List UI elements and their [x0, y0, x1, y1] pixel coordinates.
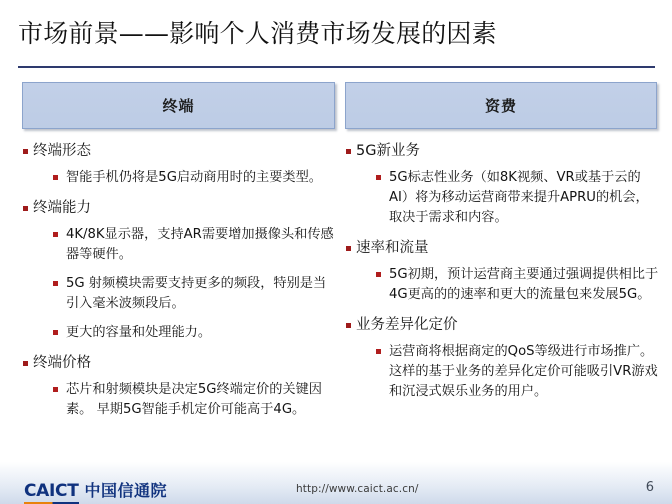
page-title: 市场前景——影响个人消费市场发展的因素 — [18, 19, 497, 48]
bullet-item-label: 运营商将根据商定的QoS等级进行市场推广。这样的基于业务的差异化定价可能吸引VR游戏和沉浸式娱乐业务的用户。 — [389, 344, 658, 399]
square-bullet-icon — [346, 246, 351, 251]
bullet-heading — [22, 197, 338, 219]
square-bullet-icon — [376, 175, 381, 180]
bullet-heading-label: 终端能力 — [33, 200, 91, 216]
square-bullet-icon — [53, 387, 58, 392]
bullet-item — [22, 168, 338, 188]
bullet-heading-label: 终端形态 — [33, 143, 91, 159]
column-body-tariff — [345, 140, 660, 411]
bullet-group — [345, 314, 660, 402]
bullet-group — [345, 237, 660, 305]
bullet-heading-label: 业务差异化定价 — [356, 317, 458, 333]
bullet-item — [22, 225, 338, 265]
column-body-terminal — [22, 140, 338, 429]
bullet-item — [345, 265, 660, 305]
bullet-heading — [345, 237, 660, 259]
bullet-heading-label: 终端价格 — [33, 355, 91, 371]
square-bullet-icon — [53, 281, 58, 286]
title-divider — [18, 66, 655, 68]
bullet-heading — [345, 314, 660, 336]
bullet-item — [345, 168, 660, 228]
bullet-heading — [22, 140, 338, 162]
column-header-tariff — [345, 82, 657, 129]
bullet-item-label: 更大的容量和处理能力。 — [66, 325, 212, 340]
square-bullet-icon — [376, 272, 381, 277]
column-header-terminal — [22, 82, 335, 129]
square-bullet-icon — [53, 330, 58, 335]
square-bullet-icon — [23, 149, 28, 154]
bullet-item-label: 5G初期，预计运营商主要通过强调提供相比于4G更高的的速率和更大的流量包来发展5G。 — [389, 267, 659, 302]
bullet-heading-label: 速率和流量 — [356, 240, 429, 256]
bullet-item — [22, 274, 338, 314]
bullet-item-label: 5G 射频模块需要支持更多的频段，特别是当引入毫米波频段后。 — [66, 276, 327, 311]
bullet-item — [22, 323, 338, 343]
bullet-item-label: 智能手机仍将是5G启动商用时的主要类型。 — [66, 170, 322, 185]
square-bullet-icon — [23, 206, 28, 211]
square-bullet-icon — [23, 361, 28, 366]
bullet-heading — [22, 352, 338, 374]
square-bullet-icon — [346, 149, 351, 154]
bullet-group — [22, 197, 338, 343]
square-bullet-icon — [53, 175, 58, 180]
page-number: 6 — [645, 480, 654, 495]
bullet-item-label: 5G标志性业务（如8K视频、VR或基于云的AI）将为移动运营商带来提升APRU的机会，取决于需求和内容。 — [389, 170, 649, 225]
bullet-heading-label: 5G新业务 — [356, 143, 420, 159]
square-bullet-icon — [53, 232, 58, 237]
footer-url[interactable]: http://www.caict.ac.cn/ — [296, 483, 419, 495]
square-bullet-icon — [346, 323, 351, 328]
caict-logo-mark: CAICT — [24, 481, 79, 501]
bullet-heading — [345, 140, 660, 162]
bullet-item — [22, 380, 338, 420]
column-header-terminal-label: 终端 — [162, 97, 195, 115]
bullet-group — [22, 140, 338, 188]
bullet-group — [22, 352, 338, 420]
bullet-item-label: 芯片和射频模块是决定5G终端定价的关键因素。 早期5G智能手机定价可能高于4G。 — [66, 382, 322, 417]
caict-logo-name: 中国信通院 — [84, 481, 168, 500]
square-bullet-icon — [376, 349, 381, 354]
title-area — [18, 14, 656, 66]
column-header-tariff-label: 资费 — [484, 97, 517, 115]
bullet-item-label: 4K/8K显示器，支持AR需要增加摄像头和传感器等硬件。 — [66, 227, 334, 262]
caict-logo — [24, 478, 167, 501]
bullet-item — [345, 342, 660, 402]
bullet-group — [345, 140, 660, 228]
